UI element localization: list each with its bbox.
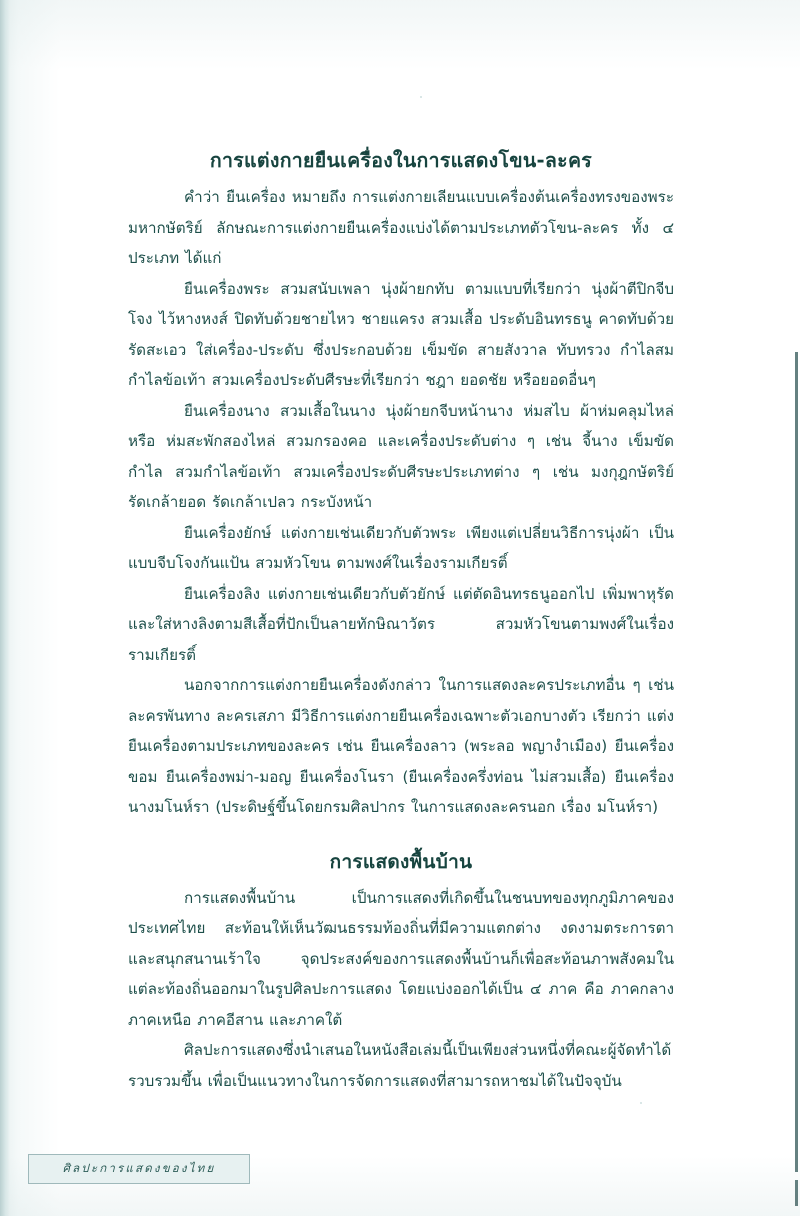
page-content bbox=[128, 148, 674, 1096]
page-left-edge-shadow bbox=[0, 0, 10, 1216]
scan-speckle bbox=[640, 1102, 642, 1104]
paragraph: การแสดงพื้นบ้าน เป็นการแสดงที่เกิดขึ้นในชนบทของทุกภูมิภาคของประเทศไทย สะท้อนให้เห็นวัฒนธรรมท้องถิ่นที่มีความแตกต่าง งดงามตระการตา และสนุกสนานเร้าใจ จุดประสงค์ของการแสดงพื้นบ้านก็เพื่อสะท้อนภาพสังคมในแต่ละท้องถิ่นออกมาในรูปศิลปะการแสดง โดยแบ่งออกได้เป็น ๔ ภาค คือ ภาคกลาง ภาคเหนือ ภาคอีสาน และภาคใต้ bbox=[128, 888, 674, 1029]
section-heading: การแสดงพื้นบ้าน bbox=[329, 850, 473, 873]
paragraph: ศิลปะการแสดงซึ่งนำเสนอในหนังสือเล่มนี้เป็นเพียงส่วนหนึ่งที่คณะผู้จัดทำได้รวบรวมขึ้น เพื่อเป็นแนวทางในการจัดการแสดงที่สามารถหาชมได้ในปัจจุบัน bbox=[128, 1041, 672, 1090]
paragraph: ยืนเครื่องยักษ์ แต่งกายเช่นเดียวกับตัวพระ เพียงแต่เปลี่ยนวิธีการนุ่งผ้า เป็นแบบจีบโจงกันแป้น สวมหัวโขน ตามพงศ์ในเรื่องรามเกียรติ์ bbox=[128, 523, 674, 572]
paragraph: ยืนเครื่องพระ สวมสนับเพลา นุ่งผ้ายกทับ ตามแบบที่เรียกว่า นุ่งผ้าตีปิกจีบโจง ไว้หางหงส์ ปิดทับด้วยชายไหว ชายแครง สวมเสื้อ ประดับอินทรธนู คาดทับด้วยรัดสะเอว ใส่เครื่อง-ประดับ ซึ่งประกอบด้วย เข็มขัด สายสังวาล ทับทรวง กำไลสม กำไลข้อเท้า สวมเครื่องประดับศีรษะที่เรียกว่า ชฎา ยอดชัย หรือยอดอื่นๆ bbox=[128, 279, 674, 389]
paragraph: ยืนเครื่องลิง แต่งกายเช่นเดียวกับตัวยักษ์ แต่ตัดอินทรธนูออกไป เพิ่มพาหุรัดและใส่หางลิงตามสีเสื้อที่ปักเป็นลายทักษิณาวัตร สวมหัวโขนตามพงศ์ในเรื่องรามเกียรติ์ bbox=[128, 584, 674, 664]
page-right-margin-rule-lower bbox=[795, 1180, 798, 1206]
paragraph: ยืนเครื่องนาง สวมเสื้อในนาง นุ่งผ้ายกจีบหน้านาง ห่มสไบ ผ้าห่มคลุมไหล่ หรือ ห่มสะพักสองไหล่ สวมกรองคอ และเครื่องประดับต่าง ๆ เช่น จี้นาง เข็มขัด กำไล สวมกำไลข้อเท้า สวมเครื่องประดับศีรษะประเภทต่าง ๆ เช่น มงกุฎกษัตริย์ รัดเกล้ายอด รัดเกล้าเปลว กระบังหน้า bbox=[128, 401, 674, 511]
page-title: การแต่งกายยืนเครื่องในการแสดงโขน-ละคร bbox=[209, 149, 593, 172]
footer-book-title: ศิลปะการแสดงของไทย bbox=[62, 1161, 216, 1175]
scan-speckle bbox=[180, 1070, 182, 1072]
paragraph: นอกจากการแต่งกายยืนเครื่องดังกล่าว ในการแสดงละครประเภทอื่น ๆ เช่น ละครพันทาง ละครเสภา มีวิธีการแต่งกายยืนเครื่องเฉพาะตัวเอกบางตัว เรียกว่า แต่งยืนเครื่องตามประเภทของละคร เช่น ยืนเครื่องลาว (พระลอ พญางำเมือง) ยืนเครื่องขอม ยืนเครื่องพม่า-มอญ ยืนเครื่องโนรา (ยืนเครื่องครึ่งท่อน ไม่สวมเสื้อ) ยืนเครื่องนางมโนห์รา (ประดิษฐ์ขึ้นโดยกรมศิลปากร ในการแสดงละครนอก เรื่อง มโนห์รา) bbox=[128, 676, 674, 816]
footer-book-title-box bbox=[28, 1154, 250, 1184]
paragraph: คำว่า ยืนเครื่อง หมายถึง การแต่งกายเลียนแบบเครื่องต้นเครื่องทรงของพระมหากษัตริย์ ลักษณะการแต่งกายยืนเครื่องแบ่งได้ตามประเภทตัวโขน-ละคร ทั้ง ๔ ประเภท ได้แก่ bbox=[128, 188, 674, 267]
scan-speckle bbox=[420, 96, 422, 98]
page-right-margin-rule bbox=[795, 352, 798, 1172]
